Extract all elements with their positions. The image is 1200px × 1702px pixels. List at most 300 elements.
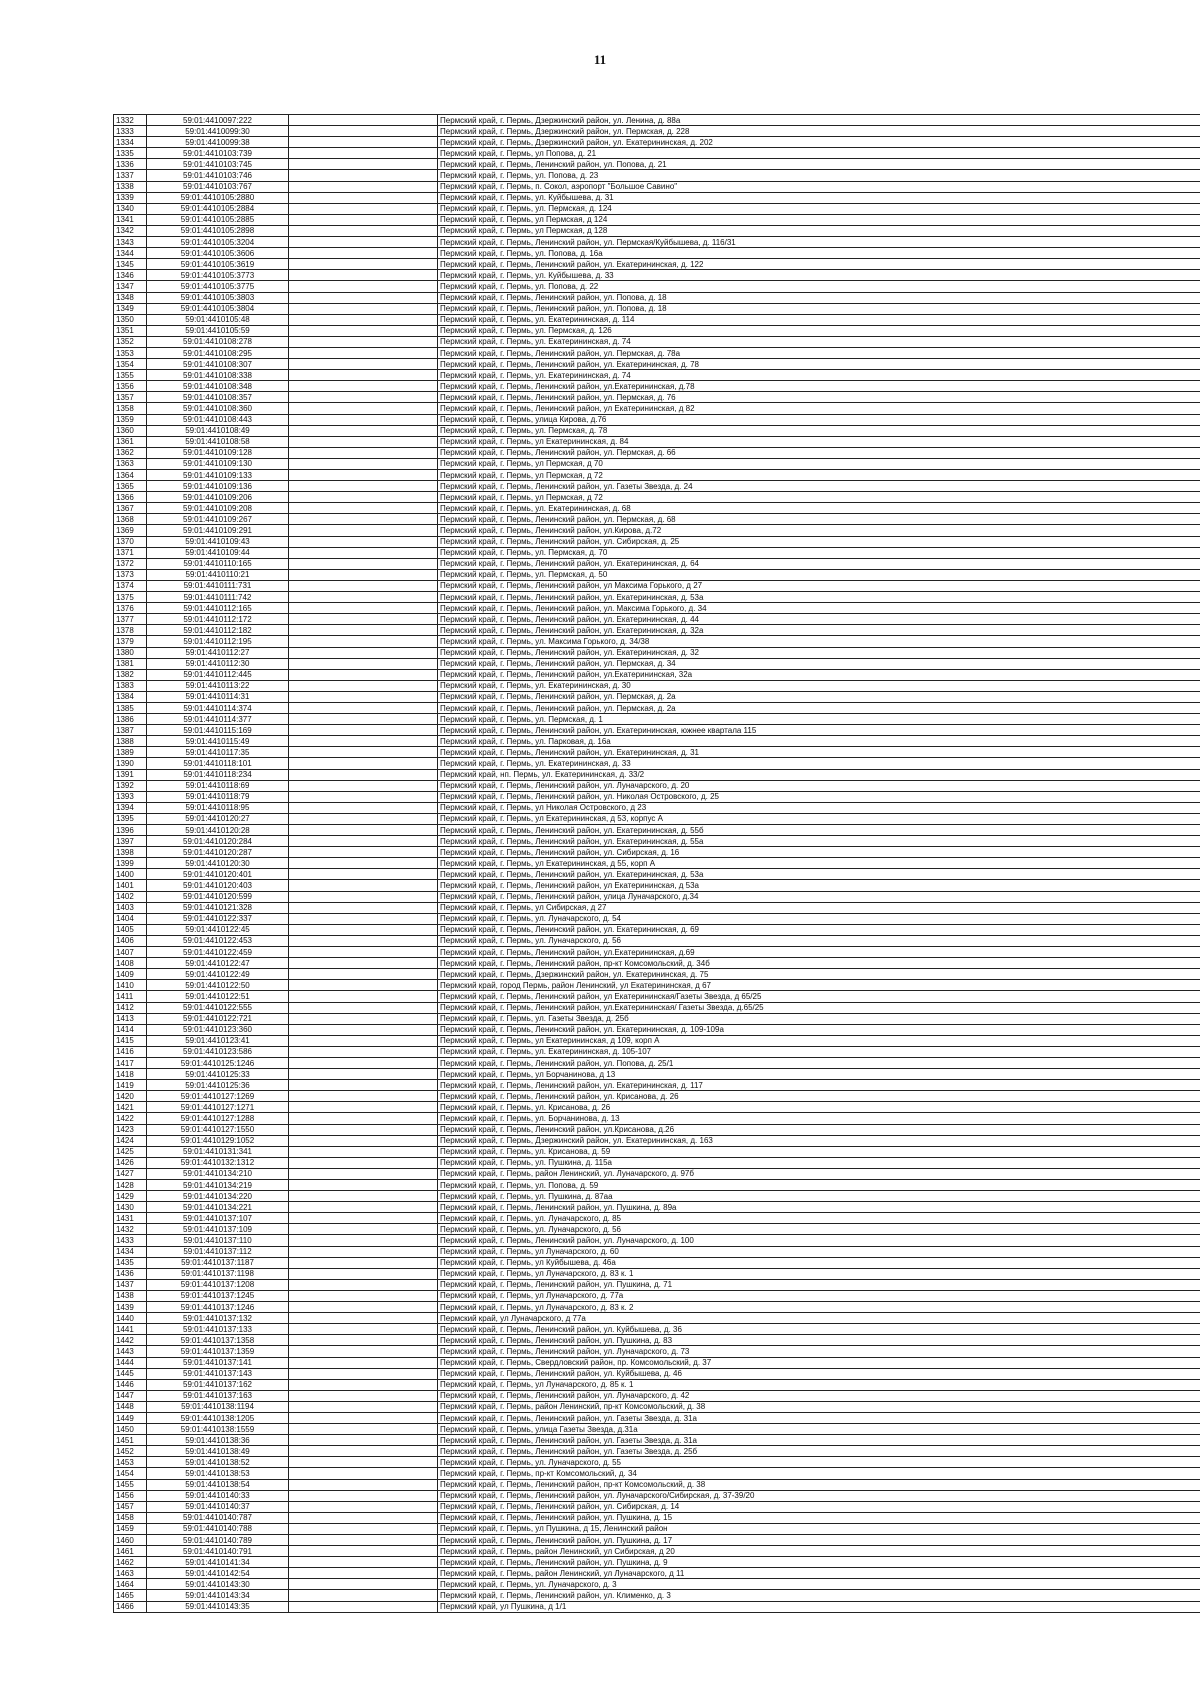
row-number: 1389 [114, 747, 147, 758]
row-number: 1465 [114, 1590, 147, 1601]
address: Пермский край, г. Пермь, район Ленинский, ул Сибирская, д 20 [438, 1546, 1200, 1557]
address: Пермский край, г. Пермь, ул. Пермская, д. 124 [438, 203, 1200, 214]
cadastral-number: 59:01:4410138:1194 [147, 1401, 289, 1412]
row-number: 1397 [114, 836, 147, 847]
address: Пермский край, г. Пермь, Ленинский район, ул. Пермская, д. 66 [438, 447, 1200, 458]
address: Пермский край, г. Пермь, ул. Пермская, д. 50 [438, 569, 1200, 580]
row-number: 1453 [114, 1457, 147, 1468]
table-row [114, 880, 1200, 891]
address: Пермский край, г. Пермь, ул. Луначарского, д. 54 [438, 913, 1200, 924]
address: Пермский край, г. Пермь, Ленинский район, ул. Пермская, д. 76 [438, 392, 1200, 403]
address: Пермский край, г. Пермь, Ленинский район, ул. Луначарского, д. 42 [438, 1390, 1200, 1401]
empty-cell [289, 1590, 438, 1601]
empty-cell [289, 458, 438, 469]
cadastral-number: 59:01:4410097:222 [147, 115, 289, 126]
cadastral-number: 59:01:4410138:1559 [147, 1424, 289, 1435]
row-number: 1423 [114, 1124, 147, 1135]
address: Пермский край, г. Пермь, Ленинский район, ул. Пушкина, д. 17 [438, 1535, 1200, 1546]
cadastral-number: 59:01:4410137:1359 [147, 1346, 289, 1357]
table-row [114, 1279, 1200, 1290]
cadastral-number: 59:01:4410122:47 [147, 958, 289, 969]
table-row [114, 1424, 1200, 1435]
empty-cell [289, 1135, 438, 1146]
address: Пермский край, г. Пермь, Ленинский район, ул. Луначарского, д. 20 [438, 780, 1200, 791]
table-row [114, 214, 1200, 225]
empty-cell [289, 858, 438, 869]
empty-cell [289, 1290, 438, 1301]
empty-cell [289, 791, 438, 802]
empty-cell [289, 347, 438, 358]
row-number: 1450 [114, 1424, 147, 1435]
cadastral-number: 59:01:4410138:54 [147, 1479, 289, 1490]
table-row [114, 1057, 1200, 1068]
cadastral-number: 59:01:4410110:165 [147, 558, 289, 569]
cadastral-number: 59:01:4410109:208 [147, 503, 289, 514]
table-row [114, 1535, 1200, 1546]
table-row [114, 758, 1200, 769]
cadastral-number: 59:01:4410109:128 [147, 447, 289, 458]
row-number: 1399 [114, 858, 147, 869]
row-number: 1340 [114, 203, 147, 214]
row-number: 1360 [114, 425, 147, 436]
cadastral-number: 59:01:4410134:219 [147, 1180, 289, 1191]
address: Пермский край, г. Пермь, Ленинский район, ул. Пермская/Куйбышева, д. 116/31 [438, 237, 1200, 248]
table-row [114, 1046, 1200, 1057]
table-row [114, 203, 1200, 214]
table-row [114, 181, 1200, 192]
address: Пермский край, г. Пермь, Ленинский район, ул. Сибирская, д. 25 [438, 536, 1200, 547]
table-row [114, 436, 1200, 447]
address: Пермский край, г. Пермь, Ленинский район, ул. Сибирская, д. 16 [438, 847, 1200, 858]
empty-cell [289, 203, 438, 214]
row-number: 1347 [114, 281, 147, 292]
address: Пермский край, г. Пермь, Дзержинский район, ул. Екатерининская, д. 202 [438, 137, 1200, 148]
table-row [114, 658, 1200, 669]
row-number: 1429 [114, 1191, 147, 1202]
empty-cell [289, 381, 438, 392]
table-row [114, 503, 1200, 514]
cadastral-number: 59:01:4410137:163 [147, 1390, 289, 1401]
empty-cell [289, 115, 438, 126]
row-number: 1358 [114, 403, 147, 414]
cadastral-number: 59:01:4410137:112 [147, 1246, 289, 1257]
address: Пермский край, г. Пермь, Ленинский район, ул. Екатерининская, д. 55б [438, 825, 1200, 836]
row-number: 1361 [114, 436, 147, 447]
address: Пермский край, г. Пермь, пр-кт Комсомольский, д. 34 [438, 1468, 1200, 1479]
row-number: 1420 [114, 1091, 147, 1102]
empty-cell [289, 1546, 438, 1557]
address: Пермский край, г. Пермь, Ленинский район, ул.Екатерининская/ Газеты Звезда, д.65/25 [438, 1002, 1200, 1013]
address: Пермский край, г. Пермь, Ленинский район, ул. Екатерининская, д. 31 [438, 747, 1200, 758]
empty-cell [289, 1401, 438, 1412]
cadastral-number: 59:01:4410132:1312 [147, 1157, 289, 1168]
table-row [114, 614, 1200, 625]
cadastral-number: 59:01:4410114:31 [147, 691, 289, 702]
cadastral-number: 59:01:4410143:30 [147, 1579, 289, 1590]
table-row [114, 1601, 1200, 1612]
empty-cell [289, 1168, 438, 1179]
address: Пермский край, г. Пермь, ул. Максима Горького, д. 34/38 [438, 636, 1200, 647]
empty-cell [289, 1568, 438, 1579]
empty-cell [289, 1002, 438, 1013]
address: Пермский край, г. Пермь, Ленинский район, ул. Газеты Звезда, д. 25б [438, 1446, 1200, 1457]
cadastral-number: 59:01:4410113:22 [147, 680, 289, 691]
cadastral-number: 59:01:4410109:130 [147, 458, 289, 469]
address: Пермский край, г. Пермь, Ленинский район, ул. Попова, д. 18 [438, 303, 1200, 314]
address: Пермский край, г. Пермь, ул Пушкина, д 15, Ленинский район [438, 1523, 1200, 1534]
address: Пермский край, г. Пермь, п. Сокол, аэропорт "Большое Савино" [438, 181, 1200, 192]
row-number: 1368 [114, 514, 147, 525]
address: Пермский край, г. Пермь, Ленинский район, ул. Екатерининская, д. 117 [438, 1080, 1200, 1091]
empty-cell [289, 525, 438, 536]
row-number: 1391 [114, 769, 147, 780]
table-row [114, 1590, 1200, 1601]
empty-cell [289, 958, 438, 969]
row-number: 1407 [114, 947, 147, 958]
address: Пермский край, г. Пермь, Дзержинский район, ул. Екатерининская, д. 75 [438, 969, 1200, 980]
table-row [114, 680, 1200, 691]
row-number: 1446 [114, 1379, 147, 1390]
table-row [114, 858, 1200, 869]
cadastral-number: 59:01:4410118:234 [147, 769, 289, 780]
row-number: 1460 [114, 1535, 147, 1546]
row-number: 1395 [114, 813, 147, 824]
row-number: 1370 [114, 536, 147, 547]
cadastral-number: 59:01:4410103:745 [147, 159, 289, 170]
cadastral-number: 59:01:4410105:2898 [147, 225, 289, 236]
table-row [114, 170, 1200, 181]
empty-cell [289, 1490, 438, 1501]
empty-cell [289, 359, 438, 370]
address: Пермский край, ул Пушкина, д 1/1 [438, 1601, 1200, 1612]
address: Пермский край, г. Пермь, Ленинский район, ул. Луначарского, д. 100 [438, 1235, 1200, 1246]
cadastral-number: 59:01:4410121:328 [147, 902, 289, 913]
address: Пермский край, г. Пермь, ул. Луначарского, д. 56 [438, 1224, 1200, 1235]
address: Пермский край, г. Пермь, ул. Луначарского, д. 3 [438, 1579, 1200, 1590]
row-number: 1356 [114, 381, 147, 392]
cadastral-number: 59:01:4410112:195 [147, 636, 289, 647]
cadastral-number: 59:01:4410123:41 [147, 1035, 289, 1046]
address: Пермский край, г. Пермь, ул Луначарского, д. 77а [438, 1290, 1200, 1301]
address: Пермский край, г. Пермь, ул. Пермская, д. 78 [438, 425, 1200, 436]
row-number: 1351 [114, 325, 147, 336]
empty-cell [289, 1313, 438, 1324]
row-number: 1436 [114, 1268, 147, 1279]
empty-cell [289, 913, 438, 924]
table-row [114, 1290, 1200, 1301]
table-row [114, 1246, 1200, 1257]
table-row [114, 625, 1200, 636]
empty-cell [289, 1235, 438, 1246]
cadastral-number: 59:01:4410137:143 [147, 1368, 289, 1379]
cadastral-number: 59:01:4410108:295 [147, 347, 289, 358]
address: Пермский край, г. Пермь, Ленинский район, ул. Сибирская, д. 14 [438, 1501, 1200, 1512]
cadastral-number: 59:01:4410137:1245 [147, 1290, 289, 1301]
empty-cell [289, 991, 438, 1002]
row-number: 1459 [114, 1523, 147, 1534]
table-row [114, 1013, 1200, 1024]
empty-cell [289, 1046, 438, 1057]
address: Пермский край, г. Пермь, ул. Пермская, д. 1 [438, 714, 1200, 725]
empty-cell [289, 580, 438, 591]
row-number: 1357 [114, 392, 147, 403]
row-number: 1410 [114, 980, 147, 991]
cadastral-number: 59:01:4410105:48 [147, 314, 289, 325]
table-row [114, 691, 1200, 702]
table-row [114, 725, 1200, 736]
address: Пермский край, г. Пермь, Ленинский район, улица Луначарского, д.34 [438, 891, 1200, 902]
empty-cell [289, 969, 438, 980]
table-row [114, 1091, 1200, 1102]
empty-cell [289, 1246, 438, 1257]
table-row [114, 1313, 1200, 1324]
empty-cell [289, 547, 438, 558]
empty-cell [289, 492, 438, 503]
row-number: 1466 [114, 1601, 147, 1612]
empty-cell [289, 902, 438, 913]
row-number: 1421 [114, 1102, 147, 1113]
cadastral-number: 59:01:4410137:141 [147, 1357, 289, 1368]
table-row [114, 924, 1200, 935]
empty-cell [289, 1335, 438, 1346]
address: Пермский край, г. Пермь, Ленинский район, ул.Кирова, д.72 [438, 525, 1200, 536]
row-number: 1440 [114, 1313, 147, 1324]
address: Пермский край, г. Пермь, Ленинский район, ул. Пермская, д. 34 [438, 658, 1200, 669]
address: Пермский край, г. Пермь, ул. Пушкина, д. 87аа [438, 1191, 1200, 1202]
table-row [114, 470, 1200, 481]
table-row [114, 1468, 1200, 1479]
table-row [114, 1191, 1200, 1202]
row-number: 1427 [114, 1168, 147, 1179]
empty-cell [289, 336, 438, 347]
row-number: 1369 [114, 525, 147, 536]
table-row [114, 347, 1200, 358]
cadastral-number: 59:01:4410120:284 [147, 836, 289, 847]
address: Пермский край, г. Пермь, ул. Екатерининская, д. 74 [438, 370, 1200, 381]
row-number: 1344 [114, 248, 147, 259]
row-number: 1338 [114, 181, 147, 192]
address: Пермский край, г. Пермь, Ленинский район, ул. Максима Горького, д. 34 [438, 603, 1200, 614]
cadastral-number: 59:01:4410105:3606 [147, 248, 289, 259]
table-row [114, 1501, 1200, 1512]
row-number: 1416 [114, 1046, 147, 1057]
table-row [114, 314, 1200, 325]
row-number: 1455 [114, 1479, 147, 1490]
cadastral-number: 59:01:4410140:33 [147, 1490, 289, 1501]
table-row [114, 980, 1200, 991]
cadastral-number: 59:01:4410105:3204 [147, 237, 289, 248]
cadastral-number: 59:01:4410138:52 [147, 1457, 289, 1468]
address: Пермский край, г. Пермь, улица Кирова, д.76 [438, 414, 1200, 425]
address: Пермский край, г. Пермь, Дзержинский район, ул. Екатерининская, д. 163 [438, 1135, 1200, 1146]
empty-cell [289, 481, 438, 492]
cadastral-number: 59:01:4410105:2885 [147, 214, 289, 225]
address: Пермский край, г. Пермь, Ленинский район, ул Екатерининская/Газеты Звезда, д 65/25 [438, 991, 1200, 1002]
empty-cell [289, 425, 438, 436]
address: Пермский край, г. Пермь, Ленинский район, ул. Газеты Звезда, д. 31а [438, 1412, 1200, 1423]
empty-cell [289, 1035, 438, 1046]
cadastral-number: 59:01:4410127:1271 [147, 1102, 289, 1113]
cadastral-number: 59:01:4410127:1288 [147, 1113, 289, 1124]
empty-cell [289, 1579, 438, 1590]
cadastral-number: 59:01:4410134:210 [147, 1168, 289, 1179]
address: Пермский край, г. Пермь, ул. Борчанинова, д. 13 [438, 1113, 1200, 1124]
empty-cell [289, 392, 438, 403]
cadastral-number: 59:01:4410118:69 [147, 780, 289, 791]
row-number: 1388 [114, 736, 147, 747]
table-row [114, 1135, 1200, 1146]
cadastral-number: 59:01:4410125:1246 [147, 1057, 289, 1068]
table-row [114, 1035, 1200, 1046]
address: Пермский край, г. Пермь, ул Екатерининская, д 53, корпус А [438, 813, 1200, 824]
address: Пермский край, г. Пермь, ул Луначарского, д. 60 [438, 1246, 1200, 1257]
row-number: 1458 [114, 1512, 147, 1523]
empty-cell [289, 680, 438, 691]
row-number: 1442 [114, 1335, 147, 1346]
cadastral-number: 59:01:4410109:267 [147, 514, 289, 525]
table-row [114, 1202, 1200, 1213]
address: Пермский край, г. Пермь, ул Екатерининская, д. 84 [438, 436, 1200, 447]
empty-cell [289, 1601, 438, 1612]
table-row [114, 525, 1200, 536]
row-number: 1461 [114, 1546, 147, 1557]
cadastral-number: 59:01:4410120:27 [147, 813, 289, 824]
table-row [114, 558, 1200, 569]
row-number: 1393 [114, 791, 147, 802]
cadastral-number: 59:01:4410120:287 [147, 847, 289, 858]
address: Пермский край, г. Пермь, Ленинский район, ул Екатерининская, д 82 [438, 403, 1200, 414]
row-number: 1426 [114, 1157, 147, 1168]
table-row [114, 447, 1200, 458]
cadastral-number: 59:01:4410099:30 [147, 126, 289, 137]
address: Пермский край, г. Пермь, ул. Екатерининская, д. 30 [438, 680, 1200, 691]
empty-cell [289, 736, 438, 747]
row-number: 1377 [114, 614, 147, 625]
cadastral-number: 59:01:4410112:27 [147, 647, 289, 658]
empty-cell [289, 126, 438, 137]
address: Пермский край, г. Пермь, Ленинский район, ул. Пушкина, д. 9 [438, 1557, 1200, 1568]
cadastral-number: 59:01:4410127:1269 [147, 1091, 289, 1102]
row-number: 1433 [114, 1235, 147, 1246]
table-row [114, 847, 1200, 858]
empty-cell [289, 658, 438, 669]
address: Пермский край, г. Пермь, Ленинский район, ул. Пермская, д. 2а [438, 702, 1200, 713]
row-number: 1409 [114, 969, 147, 980]
cadastral-number: 59:01:4410123:360 [147, 1024, 289, 1035]
table-row [114, 1069, 1200, 1080]
cadastral-number: 59:01:4410138:49 [147, 1446, 289, 1457]
table-row [114, 802, 1200, 813]
row-number: 1431 [114, 1213, 147, 1224]
row-number: 1364 [114, 470, 147, 481]
table-row [114, 825, 1200, 836]
cadastral-number: 59:01:4410105:59 [147, 325, 289, 336]
table-row [114, 458, 1200, 469]
empty-cell [289, 702, 438, 713]
row-number: 1374 [114, 580, 147, 591]
cadastral-number: 59:01:4410105:3619 [147, 259, 289, 270]
table-row [114, 1302, 1200, 1313]
table-row [114, 1523, 1200, 1534]
address: Пермский край, г. Пермь, район Ленинский, ул Луначарского, д 11 [438, 1568, 1200, 1579]
empty-cell [289, 647, 438, 658]
empty-cell [289, 1113, 438, 1124]
row-number: 1413 [114, 1013, 147, 1024]
empty-cell [289, 691, 438, 702]
cadastral-number: 59:01:4410115:49 [147, 736, 289, 747]
table-row [114, 248, 1200, 259]
cadastral-number: 59:01:4410122:459 [147, 947, 289, 958]
table-row [114, 1213, 1200, 1224]
row-number: 1332 [114, 115, 147, 126]
cadastral-number: 59:01:4410122:50 [147, 980, 289, 991]
table-row [114, 935, 1200, 946]
empty-cell [289, 1102, 438, 1113]
address: Пермский край, г. Пермь, Ленинский район, ул Екатерининская, д 53а [438, 880, 1200, 891]
empty-cell [289, 603, 438, 614]
empty-cell [289, 170, 438, 181]
address: Пермский край, г. Пермь, Ленинский район, ул. Екатерининская, д. 55а [438, 836, 1200, 847]
row-number: 1380 [114, 647, 147, 658]
address: Пермский край, г. Пермь, ул Пермская, д 72 [438, 470, 1200, 481]
empty-cell [289, 1157, 438, 1168]
table-row [114, 336, 1200, 347]
address: Пермский край, город Пермь, район Ленинский, ул Екатерининская, д 67 [438, 980, 1200, 991]
row-number: 1418 [114, 1069, 147, 1080]
address: Пермский край, г. Пермь, ул Луначарского, д. 85 к. 1 [438, 1379, 1200, 1390]
row-number: 1346 [114, 270, 147, 281]
cadastral-number: 59:01:4410137:133 [147, 1324, 289, 1335]
table-row [114, 1235, 1200, 1246]
cadastral-number: 59:01:4410108:338 [147, 370, 289, 381]
cadastral-number: 59:01:4410108:357 [147, 392, 289, 403]
empty-cell [289, 935, 438, 946]
address: Пермский край, г. Пермь, Дзержинский район, ул. Ленина, д. 88а [438, 115, 1200, 126]
empty-cell [289, 825, 438, 836]
row-number: 1394 [114, 802, 147, 813]
address: Пермский край, г. Пермь, Ленинский район, ул. Клименко, д. 3 [438, 1590, 1200, 1601]
table-row [114, 780, 1200, 791]
address: Пермский край, г. Пермь, Ленинский район, ул. Пушкина, д. 89а [438, 1202, 1200, 1213]
cadastral-number: 59:01:4410103:746 [147, 170, 289, 181]
table-row [114, 414, 1200, 425]
address: Пермский край, г. Пермь, ул. Луначарского, д. 55 [438, 1457, 1200, 1468]
cadastral-number: 59:01:4410134:221 [147, 1202, 289, 1213]
table-row [114, 902, 1200, 913]
address: Пермский край, г. Пермь, район Ленинский, ул. Луначарского, д. 97б [438, 1168, 1200, 1179]
empty-cell [289, 1191, 438, 1202]
empty-cell [289, 237, 438, 248]
address: Пермский край, г. Пермь, Ленинский район, ул. Екатерининская, д. 78 [438, 359, 1200, 370]
table-row [114, 913, 1200, 924]
cadastral-number: 59:01:4410140:791 [147, 1546, 289, 1557]
address: Пермский край, г. Пермь, Ленинский район, ул. Екатерининская, д. 44 [438, 614, 1200, 625]
row-number: 1372 [114, 558, 147, 569]
empty-cell [289, 148, 438, 159]
row-number: 1414 [114, 1024, 147, 1035]
cadastral-number: 59:01:4410109:44 [147, 547, 289, 558]
address: Пермский край, г. Пермь, Дзержинский район, ул. Пермская, д. 228 [438, 126, 1200, 137]
address: Пермский край, г. Пермь, ул. Екатерининская, д. 74 [438, 336, 1200, 347]
row-number: 1350 [114, 314, 147, 325]
empty-cell [289, 669, 438, 680]
row-number: 1457 [114, 1501, 147, 1512]
address: Пермский край, г. Пермь, Ленинский район, ул. Луначарского/Сибирская, д. 37-39/20 [438, 1490, 1200, 1501]
cadastral-number: 59:01:4410112:182 [147, 625, 289, 636]
row-number: 1336 [114, 159, 147, 170]
table-row [114, 1579, 1200, 1590]
empty-cell [289, 847, 438, 858]
